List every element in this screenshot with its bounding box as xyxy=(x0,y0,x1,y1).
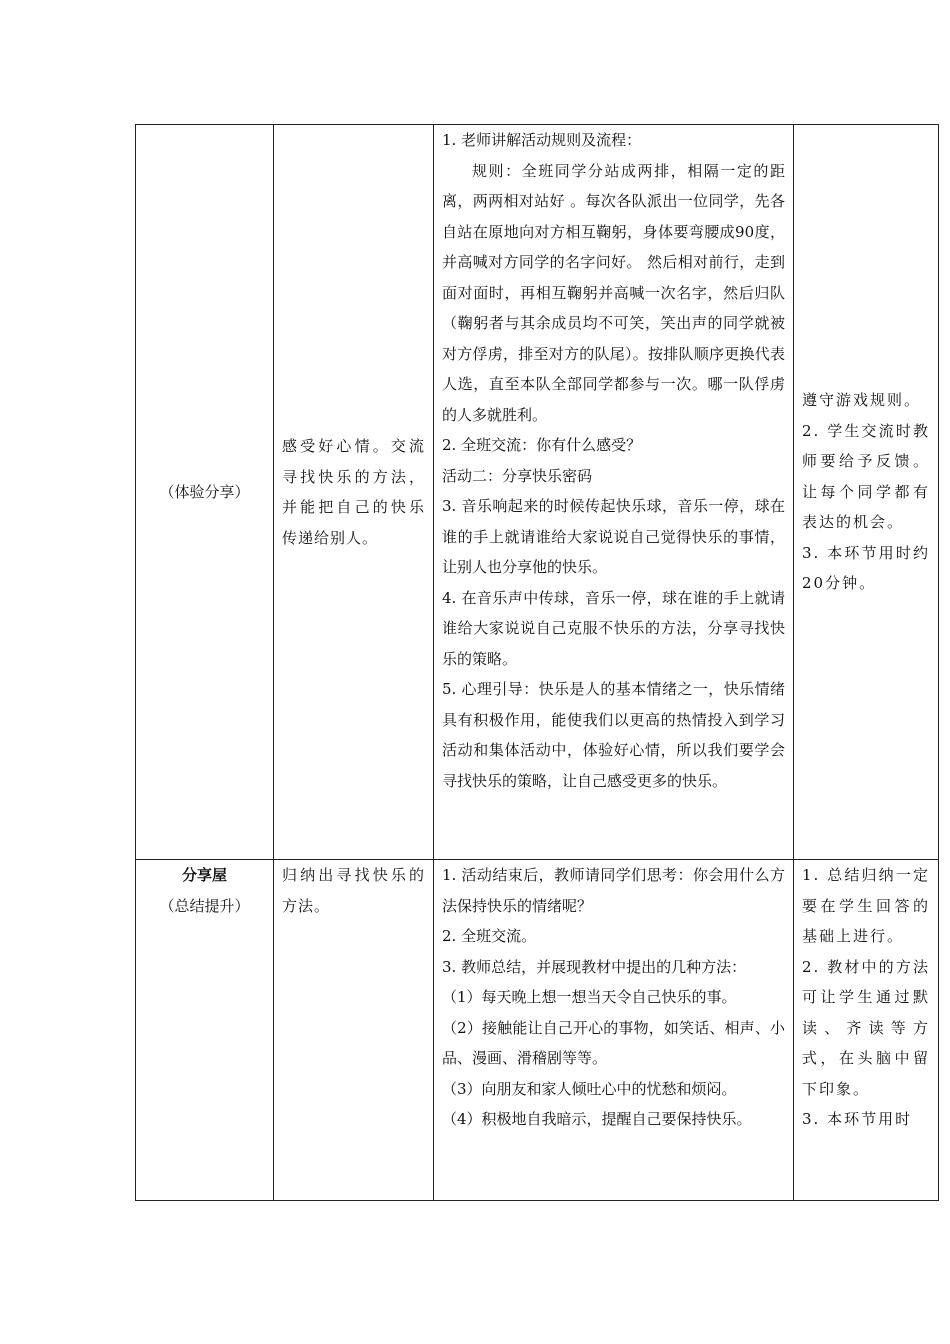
process-step: 3. 音乐响起来的时候传起快乐球，音乐一停，球在谁的手上就请谁给大家说说自己觉得快乐的事情，让别人也分享他的快乐。 xyxy=(442,497,785,576)
stage-subtitle: （体验分享） xyxy=(159,482,250,501)
lesson-plan-table xyxy=(135,124,939,1201)
note-item: 1. 总结归纳一定要在学生回答的基础上进行。 xyxy=(802,866,930,945)
process-step: 2. 全班交流。 xyxy=(442,927,537,945)
process-step: 3. 教师总结，并展现教材中提出的几种方法： xyxy=(442,957,747,976)
process-step: 1. 老师讲解活动规则及流程： xyxy=(442,131,642,149)
process-step: 活动二：分享快乐密码 xyxy=(442,466,593,485)
table-row xyxy=(136,860,939,1201)
stage-subtitle: （总结提升） xyxy=(159,896,250,915)
notes-cell xyxy=(794,860,939,1201)
note-item: 3. 本环节用时 xyxy=(802,1110,913,1128)
stage-cell xyxy=(136,860,274,1201)
notes-cell xyxy=(794,125,939,860)
process-step: 规则：全班同学分站成两排，相隔一定的距离，两两相对站好 。每次各队派出一位同学，先各自站在原地向对方相互鞠躬，身体要弯腰成90度，并高喊对方同学的名字问好。 然后相对前行，走到面对面时，再相互鞠躬并高喊一次名字，然后归队（鞠躬者与其余成员均不可笑，笑出声的同学就被对方俘虏，排至对方的队尾）。按排队顺序更换代表人选，直至本队全部同学都参与一次。哪一队俘虏的人多就胜利。 xyxy=(442,161,785,424)
note-item: 遵守游戏规则。 xyxy=(802,391,922,410)
process-step: 1. 活动结束后，教师请同学们思考：你会用什么方法保持快乐的情绪呢？ xyxy=(442,866,785,915)
process-step: 2. 全班交流：你有什么感受？ xyxy=(442,436,642,454)
stage-cell xyxy=(136,125,274,860)
process-cell xyxy=(434,860,794,1201)
process-step: （3）向朋友和家人倾吐心中的忧愁和烦闷。 xyxy=(442,1079,737,1098)
goal-text: 归纳出寻找快乐的方法。 xyxy=(282,866,425,915)
note-item: 2. 教材中的方法可让学生通过默读、齐读等方式，在头脑中留下印象。 xyxy=(802,957,930,1098)
process-step: 4. 在音乐声中传球，音乐一停，球在谁的手上就请谁给大家说说自己克服不快乐的方法，分享寻找快乐的策略。 xyxy=(442,588,785,668)
process-cell xyxy=(434,125,794,860)
goal-cell xyxy=(274,860,434,1201)
goal-text: 感受好心情。交流寻找快乐的方法，并能把自己的快乐传递给别人。 xyxy=(282,437,425,547)
goal-cell xyxy=(274,125,434,860)
process-step: （4）积极地自我暗示，提醒自己要保持快乐。 xyxy=(442,1110,752,1128)
process-step: （2）接触能让自己开心的事物，如笑话、相声、小品、漫画、滑稽剧等等。 xyxy=(442,1018,785,1067)
stage-title: 分享屋 xyxy=(181,866,227,884)
table-row xyxy=(136,125,939,860)
note-item: 3. 本环节用时约20分钟。 xyxy=(802,543,930,593)
process-step: （1）每天晚上想一想当天令自己快乐的事。 xyxy=(442,988,737,1006)
note-item: 2. 学生交流时教师要给予反馈。让每个同学都有表达的机会。 xyxy=(802,421,930,532)
process-step: 5. 心理引导：快乐是人的基本情绪之一，快乐情绪具有积极作用，能使我们以更高的热情投入到学习活动和集体活动中，体验好心情，所以我们要学会寻找快乐的策略，让自己感受更多的快乐。 xyxy=(442,680,785,790)
